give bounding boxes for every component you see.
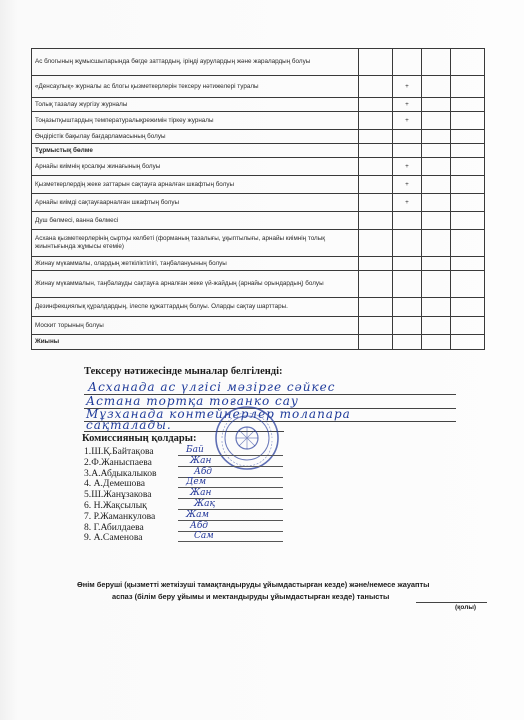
- empty-cell: [451, 176, 485, 194]
- empty-cell: [359, 144, 393, 158]
- check-mark-cell: [393, 335, 422, 350]
- check-mark-cell: [393, 144, 422, 158]
- empty-cell: [451, 257, 485, 271]
- table-row: [32, 98, 485, 112]
- table-row: [32, 112, 485, 130]
- commission-member-name: 8. Г.Абилдаева: [84, 521, 144, 533]
- empty-cell: [422, 298, 451, 317]
- empty-cell: [451, 335, 485, 350]
- handwritten-signature: Жақ: [194, 499, 215, 509]
- commission-member-name: 2.Ф.Жаныспаева: [84, 456, 152, 468]
- check-mark-cell: +: [393, 194, 422, 212]
- check-mark-cell: +: [393, 112, 422, 130]
- handwritten-signature: Сам: [194, 531, 214, 542]
- check-mark-cell: [393, 298, 422, 317]
- criterion-cell: Қызметкерлердің жеке заттарын сақтауға арналған шкафтың болуы: [32, 176, 359, 194]
- handwritten-line-1: Асханада ас үлгісі мәзірге сәйкес: [88, 380, 336, 394]
- signature-line: [178, 541, 283, 542]
- empty-cell: [359, 335, 393, 350]
- inspection-table-body: [32, 49, 485, 350]
- official-stamp-icon: [214, 405, 280, 471]
- criterion-cell: Дезинфекциялық құралдардың, ілеспе құжаттардың болуы. Оларды сақтау шарттары.: [32, 298, 359, 317]
- handwritten-signature: Абд: [194, 466, 213, 477]
- empty-cell: [451, 76, 485, 98]
- empty-cell: [359, 194, 393, 212]
- handwritten-signature: Дем: [186, 477, 207, 488]
- empty-cell: [451, 194, 485, 212]
- empty-cell: [359, 112, 393, 130]
- criterion-cell: Өндірістік бақылау бағдарламасының болуы: [32, 130, 359, 144]
- check-mark-cell: [393, 212, 422, 230]
- handwritten-line-4: сақталады.: [86, 418, 172, 432]
- table-row: [32, 298, 485, 317]
- check-mark-cell: +: [393, 76, 422, 98]
- criterion-cell: Арнайы киімді сақтауғаарналған шкафтың болуы: [32, 194, 359, 212]
- table-row: [32, 194, 485, 212]
- empty-cell: [359, 98, 393, 112]
- empty-cell: [359, 230, 393, 257]
- table-row: [32, 130, 485, 144]
- check-mark-cell: +: [393, 98, 422, 112]
- empty-cell: [451, 49, 485, 76]
- table-row: [32, 335, 485, 350]
- empty-cell: [451, 130, 485, 144]
- empty-cell: [359, 271, 393, 298]
- check-mark-cell: [393, 130, 422, 144]
- handwritten-signature: Бай: [186, 445, 204, 455]
- commission-member-name: 5.Ш.Жанұзакова: [84, 489, 152, 501]
- commission-member-name: 9. А.Саменова: [84, 532, 143, 544]
- empty-cell: [359, 298, 393, 317]
- empty-cell: [422, 271, 451, 298]
- empty-cell: [422, 335, 451, 350]
- empty-cell: [359, 158, 393, 176]
- empty-cell: [359, 76, 393, 98]
- table-row: [32, 271, 485, 298]
- empty-cell: [422, 212, 451, 230]
- criterion-cell: Ас блогының жұмысшыларында бөгде заттардың, іріңді аурулардың және жаралардың болуы: [32, 49, 359, 76]
- empty-cell: [451, 230, 485, 257]
- check-mark-cell: [393, 271, 422, 298]
- empty-cell: [451, 158, 485, 176]
- table-row: [32, 212, 485, 230]
- empty-cell: [451, 112, 485, 130]
- table-row: [32, 49, 485, 76]
- section-heading-cell: Жиыны: [32, 335, 359, 350]
- empty-cell: [451, 298, 485, 317]
- handwritten-signature: Жан: [190, 455, 212, 466]
- results-title: Тексеру нәтижесінде мыналар белгіленді:: [84, 366, 283, 377]
- empty-cell: [359, 212, 393, 230]
- empty-cell: [422, 144, 451, 158]
- handwritten-signature: Жам: [186, 509, 209, 520]
- handwritten-line-2: Астана тортқа тоғанко сау: [86, 394, 299, 408]
- empty-cell: [359, 130, 393, 144]
- commission-member-name: 1.Ш.Қ.Байтақова: [84, 446, 154, 457]
- table-row: [32, 144, 485, 158]
- commission-title: Комиссияның қолдары:: [82, 433, 197, 444]
- commission-member-name: 3.А.Абдыкалыков: [84, 467, 157, 479]
- empty-cell: [422, 176, 451, 194]
- table-row: [32, 76, 485, 98]
- empty-cell: [422, 230, 451, 257]
- empty-cell: [422, 112, 451, 130]
- section-heading-cell: Тұрмыстық бөлме: [32, 144, 359, 158]
- criterion-cell: Тоңазытқыштардың температуралықрежимін тіркеу журналы: [32, 112, 359, 130]
- empty-cell: [451, 144, 485, 158]
- table-row: [32, 230, 485, 257]
- footer-line-1: Өнім беруші (қызметті жеткізуші тамақтандыруды ұйымдастырған кезде) және/немесе жауапты: [77, 580, 430, 589]
- empty-cell: [422, 98, 451, 112]
- empty-cell: [359, 49, 393, 76]
- handwritten-signature: Абд: [190, 520, 209, 531]
- empty-cell: [422, 257, 451, 271]
- criterion-cell: Толық тазалау жүргізу журналы: [32, 98, 359, 112]
- commission-member-name: 4. А.Демешова: [84, 478, 146, 490]
- empty-cell: [451, 98, 485, 112]
- empty-cell: [422, 76, 451, 98]
- check-mark-cell: +: [393, 176, 422, 194]
- empty-cell: [451, 212, 485, 230]
- empty-cell: [451, 271, 485, 298]
- check-mark-cell: [393, 257, 422, 271]
- handwritten-line-3: Мұзханада контейнерлер толапара: [86, 407, 351, 421]
- empty-cell: [422, 130, 451, 144]
- empty-cell: [422, 49, 451, 76]
- inspection-table: [31, 48, 485, 350]
- criterion-cell: Арнайы киімнің қосалқы жинағының болуы: [32, 158, 359, 176]
- criterion-cell: «Денсаулық» журналы ас блогы қызметкерлерін тексеру нәтижелері туралы: [32, 76, 359, 98]
- empty-cell: [359, 176, 393, 194]
- footer-line-2: аспаз (білім беру ұйымы и мектандыруды ұйымдастырған кезде) танысты: [112, 592, 390, 601]
- criterion-cell: Асхана қызметкерлерінің сыртқы келбеті (форманың тазалығы, ұқыптылығы, арнайы киімнің толық жиынтығында жұмысы етеміе): [32, 230, 359, 257]
- check-mark-cell: +: [393, 158, 422, 176]
- empty-cell: [422, 194, 451, 212]
- handwritten-signature: Жан: [190, 488, 212, 499]
- empty-cell: [422, 317, 451, 335]
- commission-member-name: 6. Н.Жақсылық: [84, 500, 147, 511]
- footer-signature-line: [416, 602, 487, 603]
- check-mark-cell: [393, 49, 422, 76]
- empty-cell: [359, 257, 393, 271]
- table-row: [32, 317, 485, 335]
- table-row: [32, 257, 485, 271]
- criterion-cell: Душ бөлмесі, ванна бөлмесі: [32, 212, 359, 230]
- empty-cell: [451, 317, 485, 335]
- criterion-cell: Москит торының болуы: [32, 317, 359, 335]
- criterion-cell: Жинау мүкаммалын, таңбалауды сақтауға арналған жеке үй-жайдың (арнайы орындардың) болуы: [32, 271, 359, 298]
- check-mark-cell: [393, 317, 422, 335]
- check-mark-cell: [393, 230, 422, 257]
- table-row: [32, 158, 485, 176]
- empty-cell: [359, 317, 393, 335]
- criterion-cell: Жинау мүкаммалы, олардың жеткіліктілігі, таңбалануының болуы: [32, 257, 359, 271]
- commission-member-name: 7. Р.Жаманкулова: [84, 510, 156, 522]
- footer-signature-caption: (қолы): [455, 604, 477, 611]
- table-row: [32, 176, 485, 194]
- empty-cell: [422, 158, 451, 176]
